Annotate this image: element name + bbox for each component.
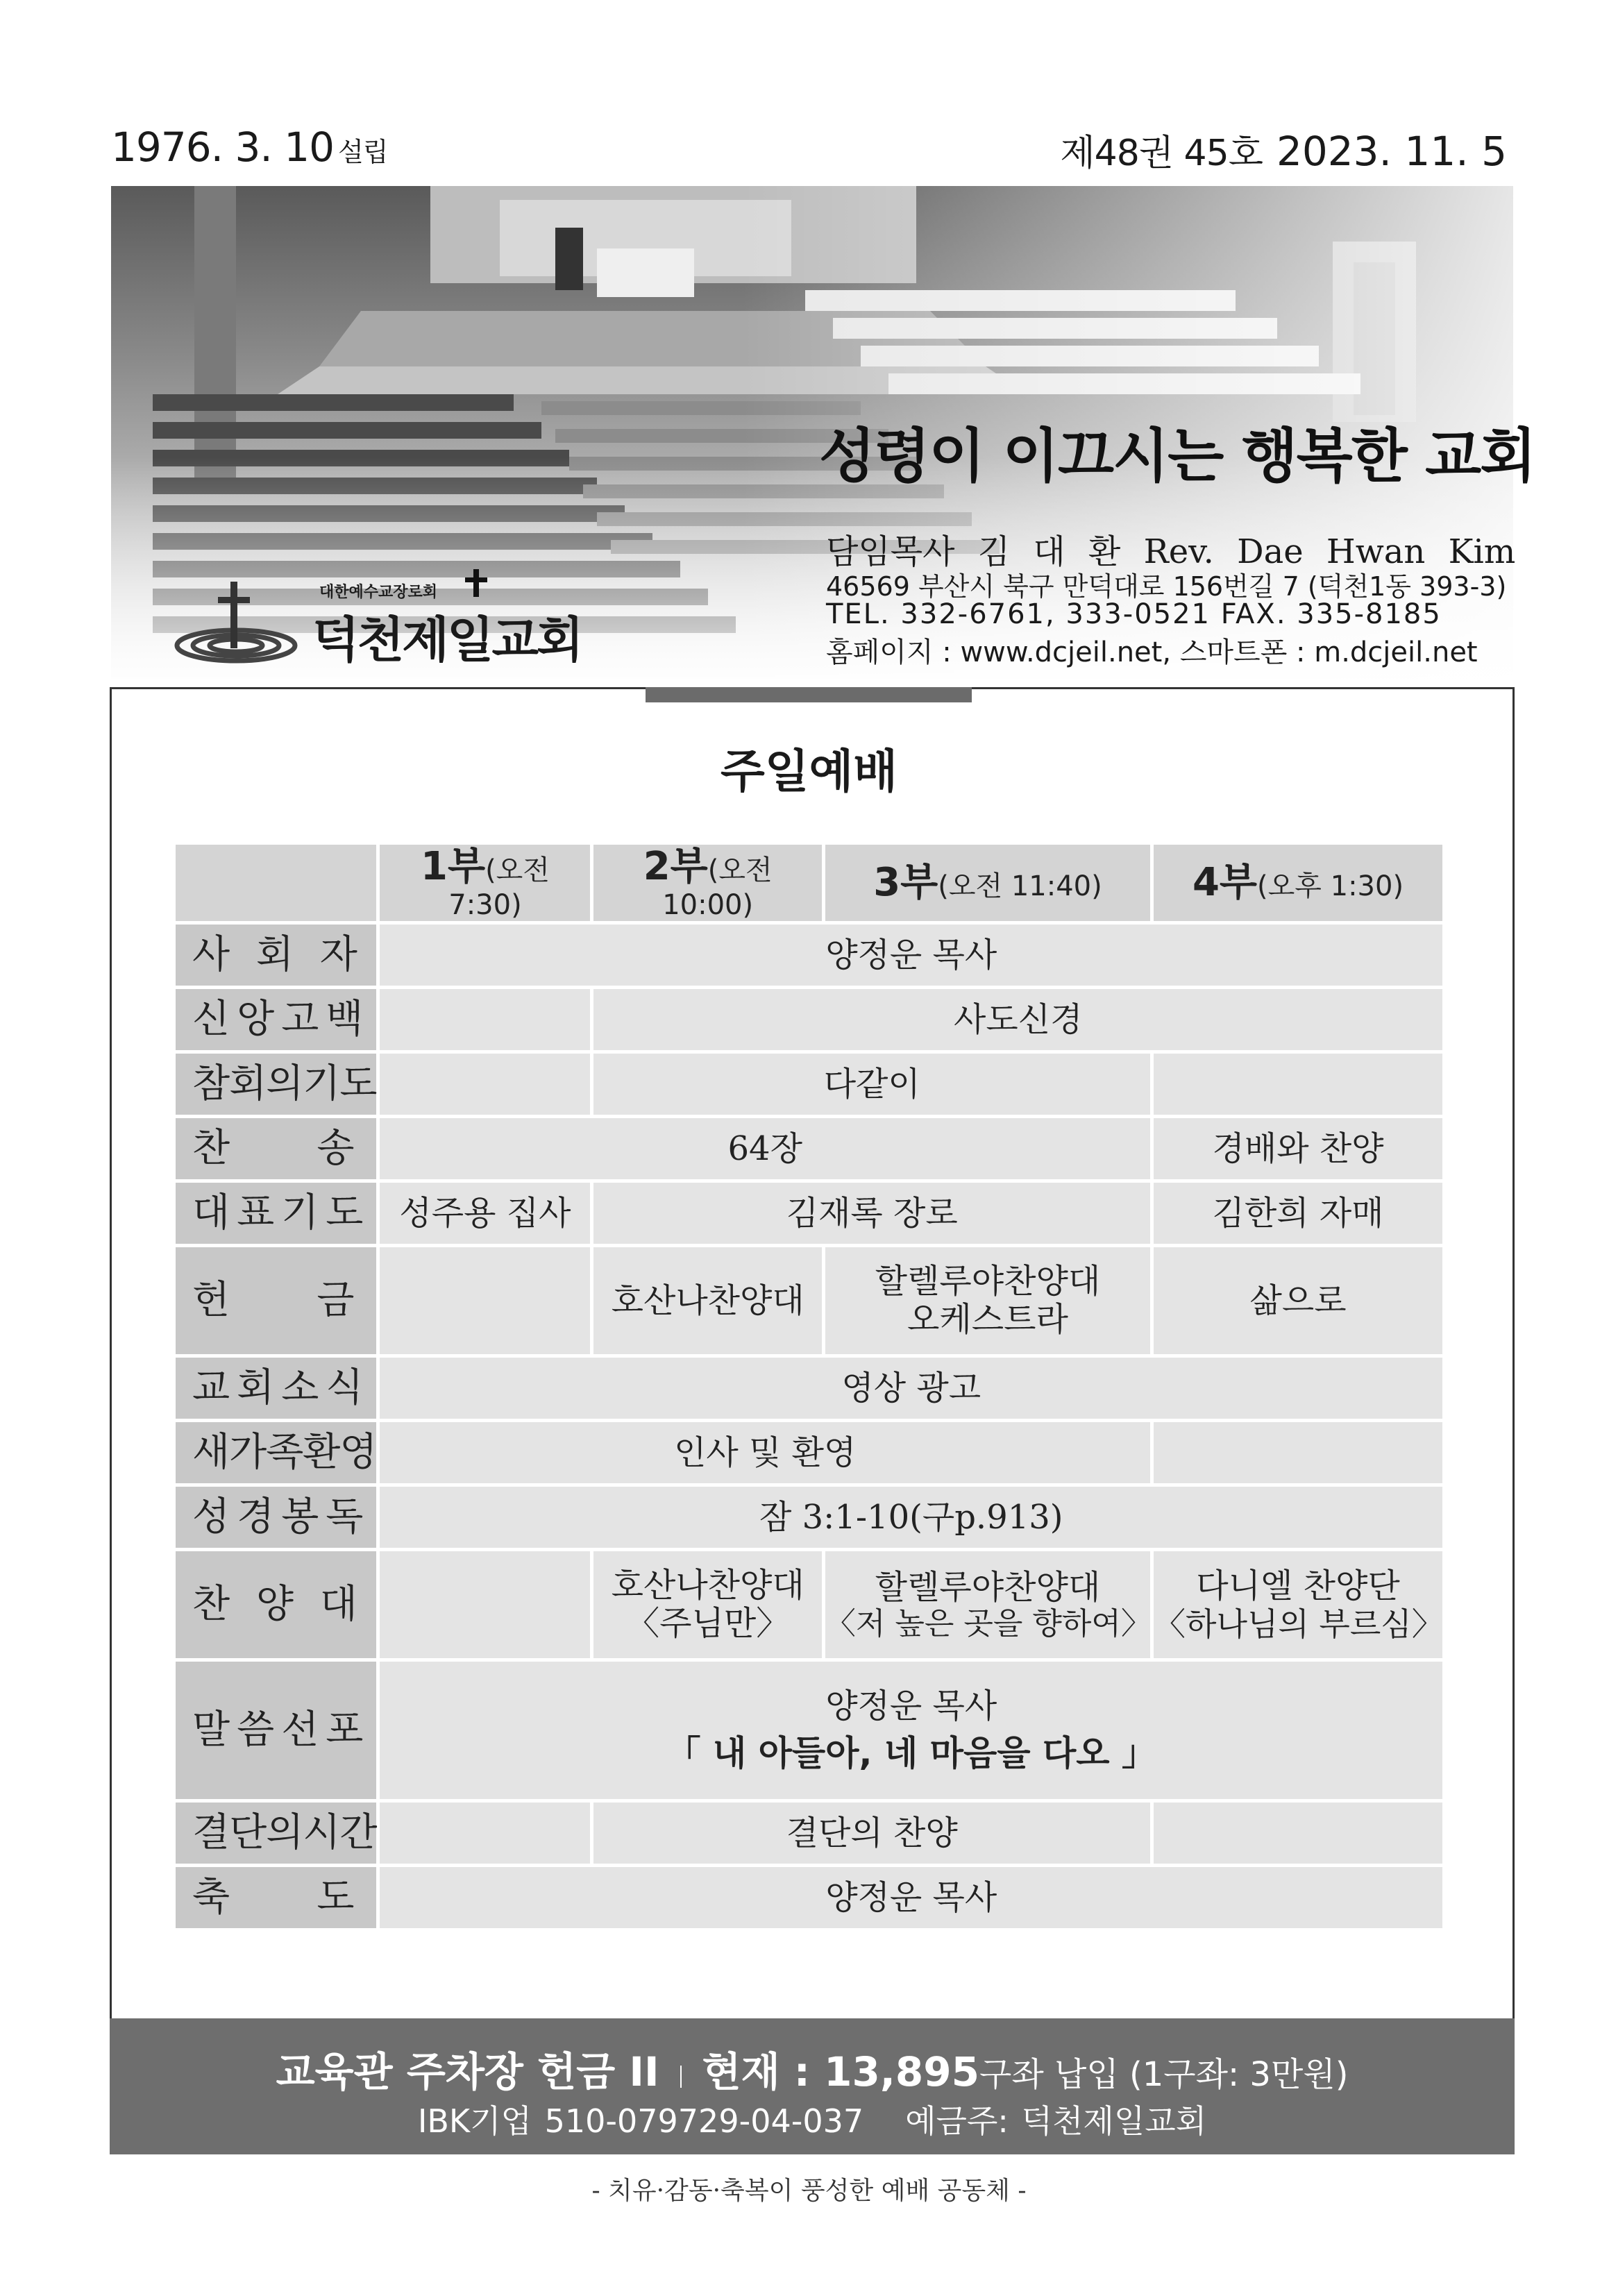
founded-date-value: 1976. 3. 10 [111, 124, 335, 171]
offering-campaign-bar [110, 2018, 1515, 2154]
choir-s4-name: 다니엘 찬양단 [1196, 1567, 1400, 1606]
label-prayer: 대표기도 [176, 1183, 376, 1244]
offering-empty-1 [380, 1247, 590, 1354]
choir-service-3 [825, 1551, 1150, 1658]
label-choir: 찬 양 대 [176, 1551, 376, 1658]
service-1-header [380, 845, 590, 921]
label-offering: 헌 금 [176, 1247, 376, 1354]
decision-empty-1 [380, 1803, 590, 1864]
label-sermon: 말씀선포 [176, 1662, 376, 1799]
choir-service-4 [1154, 1551, 1442, 1658]
scripture-value: 잠 3:1-10(구p.913) [380, 1487, 1442, 1548]
label-benediction: 축 도 [176, 1867, 376, 1928]
choir-s2-song: 〈주님만〉 [626, 1604, 790, 1644]
service-1-num: 1부 [421, 844, 486, 889]
repentance-value: 다같이 [593, 1054, 1150, 1115]
offering-service-2: 호산나찬양대 [593, 1247, 821, 1354]
decision-value: 결단의 찬양 [593, 1803, 1150, 1864]
offering-service-3 [825, 1247, 1150, 1354]
label-news: 교회소식 [176, 1358, 376, 1419]
church-address: 46569 부산시 북구 만덕대로 156번길 7 (덕천1동 393-3) [826, 571, 1507, 602]
choir-s2-name: 호산나찬양대 [611, 1566, 804, 1605]
service-4-time: (오후 1:30) [1257, 870, 1404, 902]
row-prayer [176, 1183, 1442, 1244]
service-3-num: 3부 [873, 860, 938, 905]
repentance-empty-4 [1154, 1054, 1442, 1115]
label-repentance: 참회의기도 [176, 1054, 376, 1115]
choir-s3-song: 〈저 높은 곳을 향하여〉 [825, 1605, 1152, 1641]
decision-empty-4 [1154, 1803, 1442, 1864]
issue-info [1060, 124, 1507, 176]
benediction-value: 양정운 목사 [380, 1867, 1442, 1928]
welcome-value: 인사 및 환영 [380, 1422, 1150, 1483]
worship-schedule-table [172, 841, 1446, 1932]
offering-campaign-line [110, 2039, 1515, 2097]
campaign-current-suffix: 구좌 납입 (1구좌: 3만원) [979, 2055, 1349, 2094]
service-1-time: (오전 7:30) [448, 854, 550, 922]
campaign-title: 교육관 주차장 헌금 II [276, 2048, 659, 2095]
service-2-num: 2부 [643, 844, 708, 889]
footer-motto: - 치유·감동·축복이 풍성한 예배 공동체 - [591, 2177, 1027, 2205]
label-presider: 사 회 자 [176, 925, 376, 986]
church-slogan: 성령이 이끄시는 행복한 교회 [819, 422, 1535, 490]
row-decision [176, 1803, 1442, 1864]
label-welcome: 새가족환영 [176, 1422, 376, 1483]
row-choir [176, 1551, 1442, 1658]
row-presider [176, 925, 1442, 986]
row-creed [176, 989, 1442, 1050]
worship-title: 주일예배 [720, 745, 898, 798]
row-hymn [176, 1118, 1442, 1179]
church-phone: TEL. 332-6761, 333-0521 FAX. 335-8185 [826, 598, 1442, 630]
frame-tab [646, 687, 972, 702]
founded-date [111, 124, 387, 171]
label-hymn: 찬 송 [176, 1118, 376, 1179]
founded-suffix: 설립 [338, 137, 388, 167]
choir-service-2 [593, 1551, 821, 1658]
repentance-empty-1 [380, 1054, 590, 1115]
creed-value: 사도신경 [593, 989, 1442, 1050]
prayer-service-23: 김재록 장로 [593, 1183, 1150, 1244]
issue-date: 2023. 11. 5 [1276, 128, 1507, 175]
label-scripture: 성경봉독 [176, 1487, 376, 1548]
row-offering [176, 1247, 1442, 1354]
label-creed: 신앙고백 [176, 989, 376, 1050]
row-welcome [176, 1422, 1442, 1483]
volume-issue: 제48권 45호 [1060, 133, 1263, 174]
campaign-current: 현재 : 13,895 [702, 2048, 979, 2095]
choir-s4-song: 〈하나님의 부르심〉 [1154, 1605, 1444, 1643]
hymn-value: 64장 [380, 1118, 1150, 1179]
bar-separator [680, 2066, 682, 2088]
presider-value: 양정운 목사 [380, 925, 1442, 986]
row-scripture [176, 1487, 1442, 1548]
service-3-header [825, 845, 1150, 921]
prayer-service-4: 김한희 자매 [1154, 1183, 1442, 1244]
row-sermon [176, 1662, 1442, 1799]
senior-pastor: 담임목사 김 대 환 Rev. Dae Hwan Kim [826, 532, 1516, 571]
choir-s3-name: 할렐루야찬양대 [875, 1567, 1101, 1607]
sermon-title: 「 내 아들아, 네 마음을 다오 」 [666, 1733, 1156, 1774]
service-2-time: (오전 10:00) [662, 854, 773, 922]
choir-empty-1 [380, 1551, 590, 1658]
church-name-logo: 덕천제일교회 [312, 611, 582, 668]
bank-account-line [110, 2096, 1515, 2142]
creed-empty-1 [380, 989, 590, 1050]
service-4-header [1154, 845, 1442, 921]
label-decision: 결단의시간 [176, 1803, 376, 1864]
offering-s3-line2: 오케스트라 [907, 1300, 1068, 1340]
row-news [176, 1358, 1442, 1419]
news-value: 영상 광고 [380, 1358, 1442, 1419]
denomination-label: 대한예수교장로회 [319, 584, 438, 601]
offering-s3-line1: 할렐루야찬양대 [875, 1262, 1101, 1301]
row-repentance [176, 1054, 1442, 1115]
hymn-service-4: 경배와 찬양 [1154, 1118, 1442, 1179]
table-header-row [176, 845, 1442, 921]
account-holder: 예금주: 덕천제일교회 [905, 2102, 1207, 2140]
table-corner [176, 845, 376, 921]
sermon-preacher: 양정운 목사 [825, 1687, 997, 1726]
service-2-header [593, 845, 821, 921]
sermon-cell [380, 1662, 1442, 1799]
service-3-time: (오전 11:40) [938, 870, 1102, 902]
prayer-service-1: 성주용 집사 [380, 1183, 590, 1244]
offering-service-4: 삶으로 [1154, 1247, 1442, 1354]
church-website: 홈페이지 : www.dcjeil.net, 스마트폰 : m.dcjeil.net [826, 636, 1478, 668]
service-4-num: 4부 [1192, 860, 1258, 905]
bank-account: IBK기업 510-079729-04-037 [417, 2102, 864, 2140]
welcome-empty-4 [1154, 1422, 1442, 1483]
row-benediction [176, 1867, 1442, 1928]
